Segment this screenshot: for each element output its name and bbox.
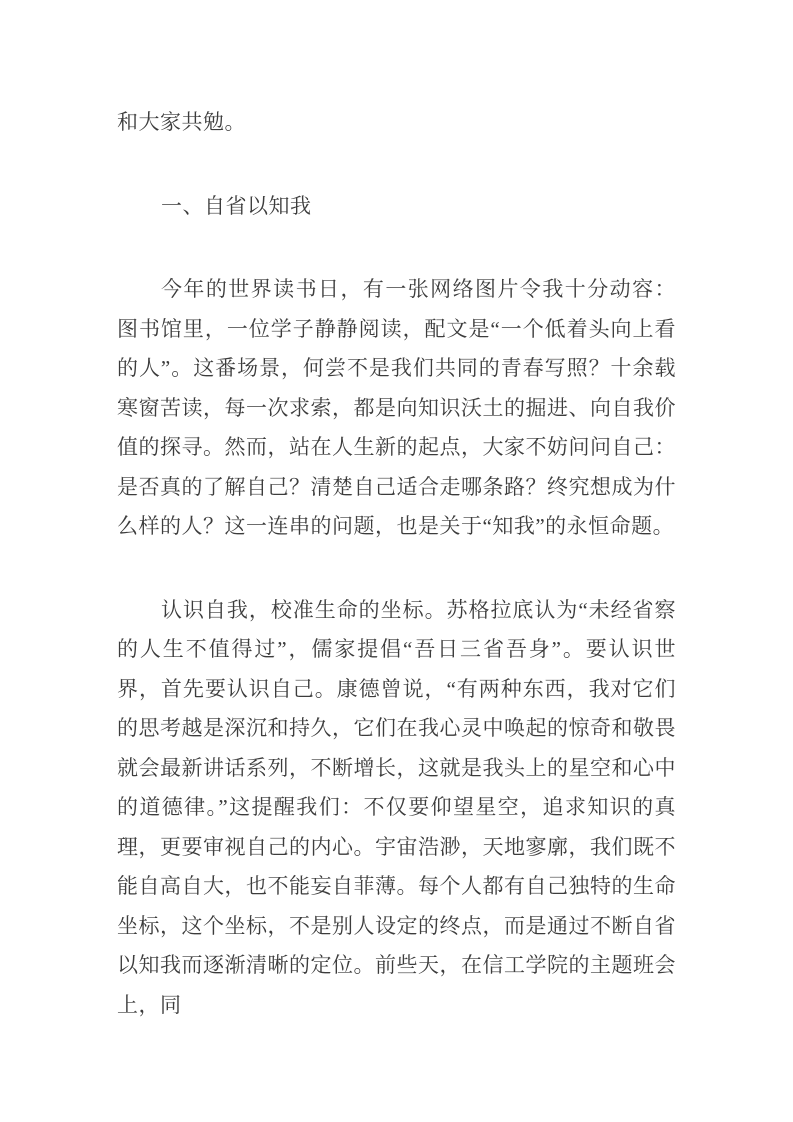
- paragraph: 认识自我，校准生命的坐标。苏格拉底认为“未经省察的人生不值得过”，儒家提倡“吾日三省吾身”。要认识世界，首先要认识自己。康德曾说，“有两种东西，我对它们的思考越是深沉和持久，它们在我心灵中唤起的惊奇和敬畏就会最新讲话系列，不断增长，这就是我头上的星空和心中的道德律。”这提醒我们：不仅要仰望星空，追求知识的真理，更要审视自己的内心。宇宙浩渺，天地寥廓，我们既不能自高自大，也不能妄自菲薄。每个人都有自己独特的生命坐标，这个坐标，不是别人设定的终点，而是通过不断自省以知我而逐渐清晰的定位。前些天，在信工学院的主题班会上，同: [117, 597, 676, 1017]
- paragraph: 今年的世界读书日，有一张网络图片令我十分动容：图书馆里，一位学子静静阅读，配文是“一个低着头向上看的人”。这番场景，何尝不是我们共同的青春写照？十余载寒窗苦读，每一次求索，都是向知识沃土的掘进、向自我价值的探寻。然而，站在人生新的起点，大家不妨问问自己：是否真的了解自己？清楚自己适合走哪条路？终究想成为什么样的人？这一连串的问题，也是关于“知我”的永恒命题。: [117, 277, 676, 538]
- paragraph-continuation: 和大家共勉。: [117, 110, 246, 134]
- section-heading: 一、自省以知我: [161, 193, 312, 218]
